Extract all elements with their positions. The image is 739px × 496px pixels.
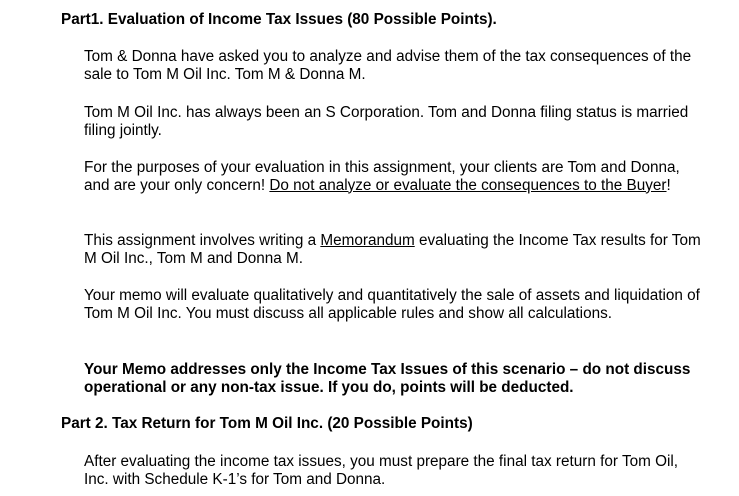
- part2-paragraph-1: After evaluating the income tax issues, you must prepare the final tax return for Tom Oil, Inc. with Schedule K-1’s for Tom and Donna.: [84, 453, 679, 488]
- part1-paragraph-4-text: This assignment involves writing a: [84, 232, 321, 249]
- memorandum-underlined: Memorandum: [320, 232, 415, 249]
- part1-paragraph-3-end: !: [666, 176, 671, 194]
- part1-paragraph-6-bold-notice: Your Memo addresses only the Income Tax Issues of this scenario – do not discuss operational or any non-tax issue. If you do, points will be deducted.: [84, 361, 691, 396]
- part1-paragraph-4-end: evaluating the Income Tax results for Tom M Oil Inc., Tom M and Donna M.: [84, 232, 701, 267]
- part1-paragraph-5: Your memo will evaluate qualitatively and quantitatively the sale of assets and liquidation of Tom M Oil Inc. You must discuss all applicable rules and show all calculations.: [84, 287, 700, 322]
- part1-paragraph-3-text: For the purposes of your evaluation in this assignment, your clients are Tom and Donna, and are your only concern!: [84, 159, 680, 194]
- part1-paragraph-2: Tom M Oil Inc. has always been an S Corporation. Tom and Donna filing status is married filing jointly.: [84, 104, 689, 139]
- part1-paragraph-1: Tom & Donna have asked you to analyze and advise them of the tax consequences of the sale to Tom M Oil Inc. Tom M & Donna M.: [84, 48, 692, 83]
- part2-heading: Part 2. Tax Return for Tom M Oil Inc. (20 Possible Points): [61, 415, 473, 432]
- part1-paragraph-3: [84, 159, 704, 194]
- part1-paragraph-4: [84, 232, 704, 267]
- buyer-warning-underlined: Do not analyze or evaluate the consequences to the Buyer: [269, 176, 667, 194]
- part1-heading: Part1. Evaluation of Income Tax Issues (80 Possible Points).: [61, 11, 497, 28]
